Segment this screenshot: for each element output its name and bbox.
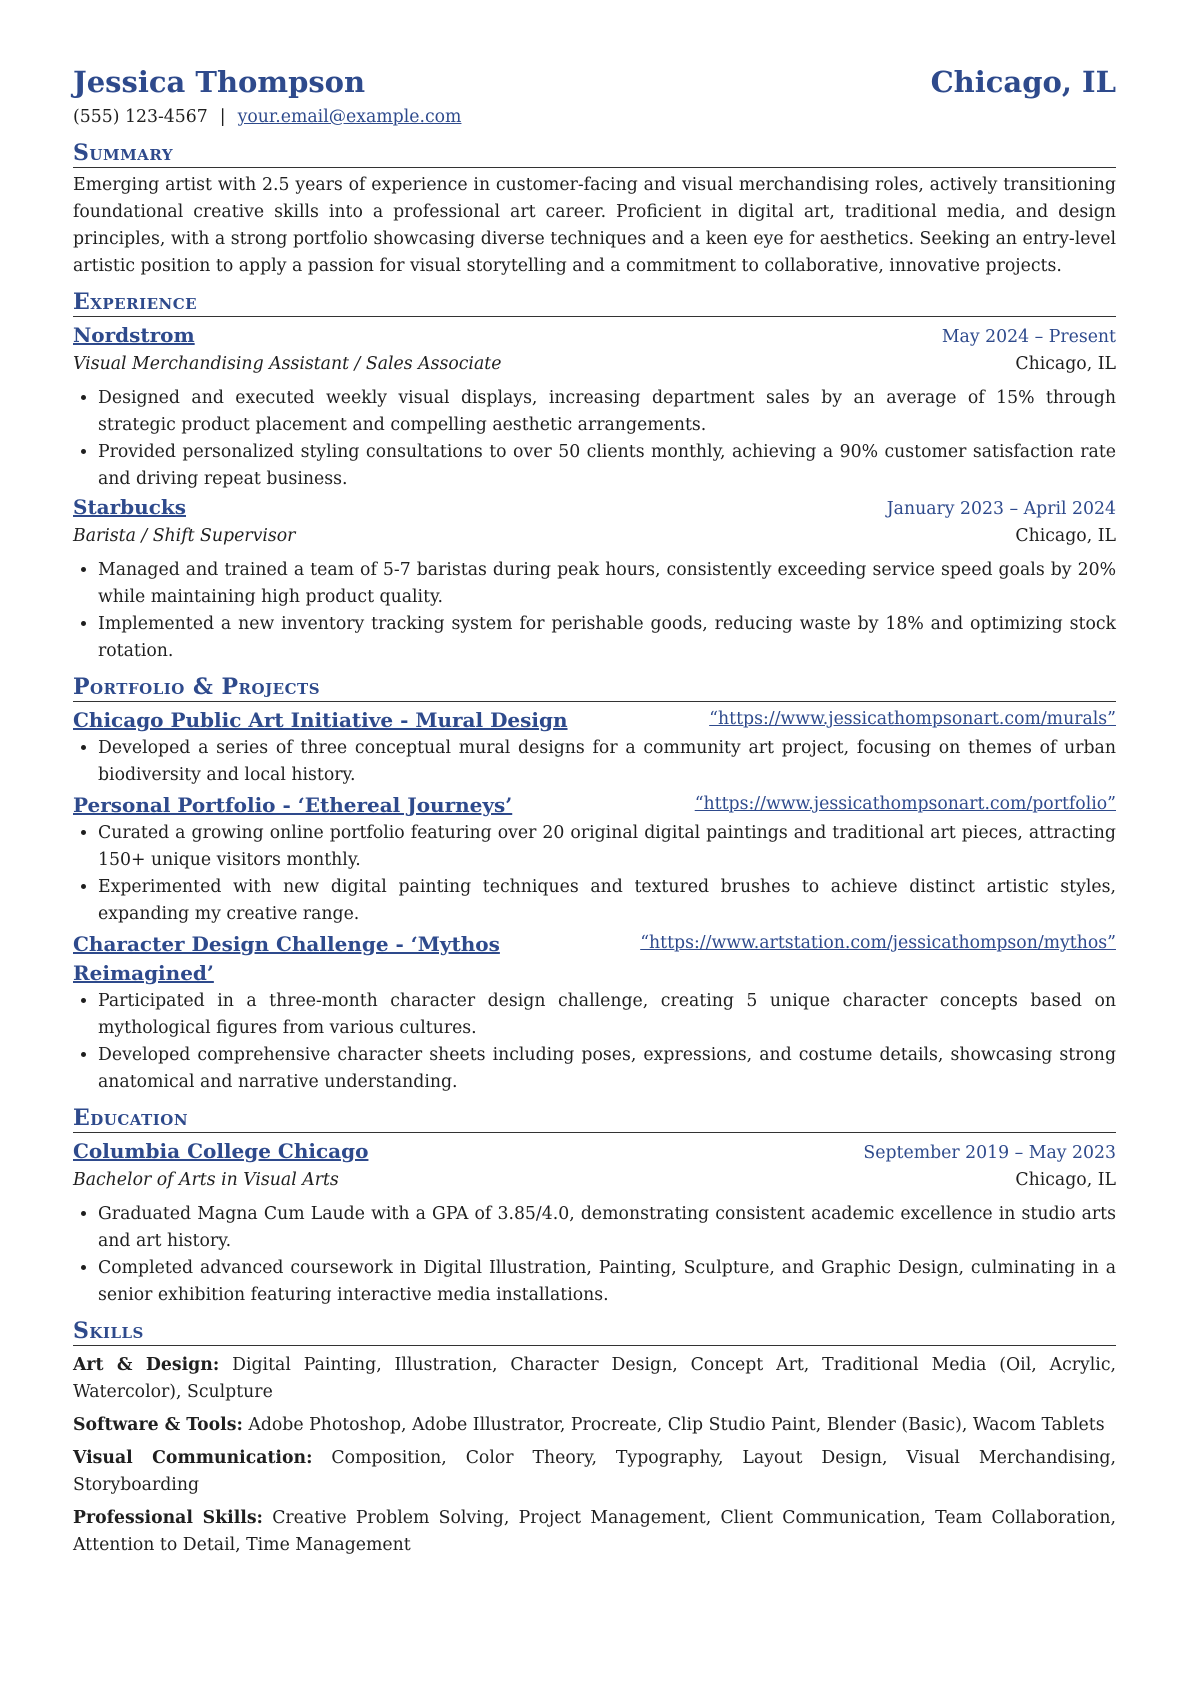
skill-label: Art & Design: bbox=[73, 1355, 220, 1375]
project-entry bbox=[73, 930, 1116, 1096]
experience-entry bbox=[73, 493, 1116, 665]
section-title-skills: Skills bbox=[73, 1317, 1116, 1346]
contact-line bbox=[73, 104, 1116, 131]
bullet-item: • Participated in a three-month character design challenge, creating 5 unique character concepts based on mythological figures from various cultures. bbox=[98, 988, 1116, 1042]
skill-label: Visual Communication: bbox=[73, 1448, 313, 1468]
project-bullets bbox=[73, 820, 1116, 928]
education-entry bbox=[73, 1137, 1116, 1309]
project-url-link[interactable]: “https://www.artstation.com/jessicathompson/mythos” bbox=[640, 933, 1116, 953]
summary-text: Emerging artist with 2.5 years of experience in customer-facing and visual merchandising roles, actively transitioning foundational creative skills into a professional art career. Proficient in digital art, traditional media, and design principles, with a strong portfolio showcasing diverse techniques and a keen eye for aesthetics. Seeking an entry-level artistic position to apply a passion for visual storytelling and a commitment to collaborative, innovative projects. bbox=[73, 175, 1116, 276]
project-entry bbox=[73, 791, 1116, 928]
degree: Bachelor of Arts in Visual Arts bbox=[73, 1170, 339, 1190]
education-dates: September 2019 – May 2023 bbox=[863, 1143, 1116, 1163]
bullet-item: • Designed and executed weekly visual displays, increasing department sales by an average of 15% through strategic product placement and compelling aesthetic arrangements. bbox=[98, 385, 1116, 439]
experience-entry bbox=[73, 321, 1116, 493]
skill-group bbox=[73, 1352, 1116, 1406]
job-dates: January 2023 – April 2024 bbox=[886, 499, 1116, 519]
bullet-item: • Developed a series of three conceptual mural designs for a community art project, focusing on themes of urban biodiversity and local history. bbox=[98, 735, 1116, 789]
project-title-link[interactable]: Personal Portfolio - ‘Ethereal Journeys’ bbox=[73, 793, 513, 817]
project-title-link[interactable]: Chicago Public Art Initiative - Mural Design bbox=[73, 708, 568, 732]
skill-group bbox=[73, 1412, 1116, 1439]
project-bullets bbox=[73, 735, 1116, 789]
job-bullets bbox=[73, 385, 1116, 493]
bullet-item: • Provided personalized styling consultations to over 50 clients monthly, achieving a 90% customer satisfaction rate and driving repeat business. bbox=[98, 439, 1116, 493]
job-bullets bbox=[73, 557, 1116, 665]
skill-label: Software & Tools: bbox=[73, 1415, 243, 1435]
employer-link[interactable]: Nordstrom bbox=[73, 323, 195, 347]
bullet-item: • Managed and trained a team of 5-7 baristas during peak hours, consistently exceeding service speed goals by 20% while maintaining high product quality. bbox=[98, 557, 1116, 611]
skill-values: Creative Problem Solving, Project Management, Client Communication, Team Collaboration, Attention to Detail, Time Management bbox=[73, 1508, 1116, 1555]
education-bullets bbox=[73, 1201, 1116, 1309]
project-bullets bbox=[73, 988, 1116, 1096]
project-url-link[interactable]: “https://www.jessicathompsonart.com/murals” bbox=[709, 709, 1116, 729]
project-entry bbox=[73, 706, 1116, 789]
bullet-item: • Developed comprehensive character sheets including poses, expressions, and costume details, showcasing strong anatomical and narrative understanding. bbox=[98, 1042, 1116, 1096]
school-location: Chicago, IL bbox=[1015, 1170, 1116, 1190]
bullet-item: • Implemented a new inventory tracking system for perishable goods, reducing waste by 18% and optimizing stock rotation. bbox=[98, 611, 1116, 665]
skill-label: Professional Skills: bbox=[73, 1508, 263, 1528]
project-url-link[interactable]: “https://www.jessicathompsonart.com/portfolio” bbox=[694, 794, 1116, 814]
job-dates: May 2024 – Present bbox=[941, 327, 1116, 347]
bullet-item: • Curated a growing online portfolio featuring over 20 original digital paintings and traditional art pieces, attracting 150+ unique visitors monthly. bbox=[98, 820, 1116, 874]
candidate-name: Jessica Thompson bbox=[73, 65, 366, 99]
employer-link[interactable]: Starbucks bbox=[73, 495, 186, 519]
section-title-summary: Summary bbox=[73, 139, 1116, 168]
school-link[interactable]: Columbia College Chicago bbox=[73, 1139, 369, 1163]
section-title-portfolio: Portfolio & Projects bbox=[73, 673, 1116, 702]
email-link[interactable]: your.email@example.com bbox=[237, 107, 462, 127]
skill-values: Adobe Photoshop, Adobe Illustrator, Procreate, Clip Studio Paint, Blender (Basic), Wacom Tablets bbox=[248, 1415, 1105, 1435]
job-title: Barista / Shift Supervisor bbox=[73, 526, 296, 546]
job-location: Chicago, IL bbox=[1015, 526, 1116, 546]
job-location: Chicago, IL bbox=[1015, 354, 1116, 374]
resume-header bbox=[73, 62, 1116, 102]
skill-group bbox=[73, 1505, 1116, 1559]
job-title: Visual Merchandising Assistant / Sales Associate bbox=[73, 354, 502, 374]
candidate-location: Chicago, IL bbox=[930, 65, 1116, 99]
section-title-experience: Experience bbox=[73, 288, 1116, 317]
section-title-education: Education bbox=[73, 1104, 1116, 1133]
project-title-link[interactable]: Character Design Challenge - ‘Mythos Reimagined’ bbox=[73, 932, 500, 985]
contact-separator: | bbox=[219, 107, 226, 127]
skill-values: Composition, Color Theory, Typography, Layout Design, Visual Merchandising, Storyboarding bbox=[73, 1448, 1116, 1495]
bullet-item: • Experimented with new digital painting techniques and textured brushes to achieve distinct artistic styles, expanding my creative range. bbox=[98, 874, 1116, 928]
skill-group bbox=[73, 1445, 1116, 1499]
phone-number: (555) 123-4567 bbox=[73, 107, 208, 127]
bullet-item: • Completed advanced coursework in Digital Illustration, Painting, Sculpture, and Graphic Design, culminating in a senior exhibition featuring interactive media installations. bbox=[98, 1255, 1116, 1309]
bullet-item: • Graduated Magna Cum Laude with a GPA of 3.85/4.0, demonstrating consistent academic excellence in studio arts and art history. bbox=[98, 1201, 1116, 1255]
skill-values: Digital Painting, Illustration, Character Design, Concept Art, Traditional Media (Oil, Acrylic, Watercolor), Sculpture bbox=[73, 1355, 1116, 1402]
